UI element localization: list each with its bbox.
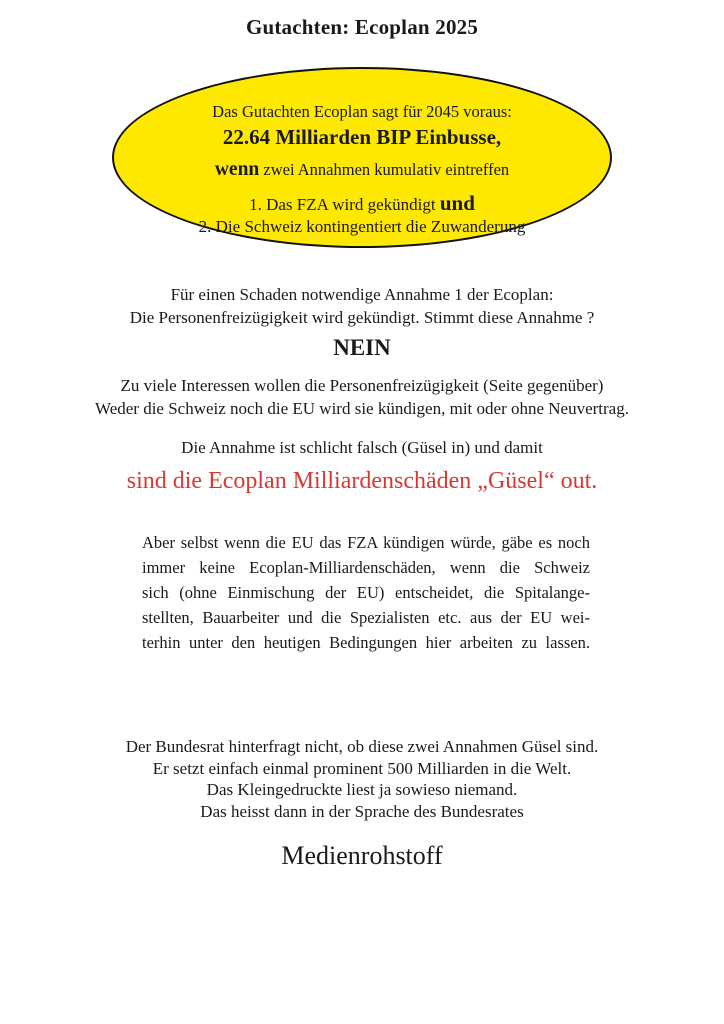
ellipse-headline: 22.64 Milliarden BIP Einbusse, (222, 125, 502, 149)
false-assumption-line: Die Annahme ist schlicht falsch (Güsel in) und damit (181, 438, 543, 457)
medienrohstoff-heading: Medienrohstoff (281, 841, 443, 870)
interests-line-2: Weder die Schweiz noch die EU wird sie kündigen, mit oder ohne Neuvertrag. (95, 399, 629, 418)
justified-line: sich (ohne Einmischung der EU) entscheidet, die Spitalange- (142, 583, 590, 602)
justified-line: Aber selbst wenn die EU das FZA kündigen würde, gäbe es noch (142, 533, 590, 552)
interests-line-1: Zu viele Interessen wollen die Personenfreizügigkeit (Seite gegenüber) (120, 376, 604, 395)
ellipse-intro: Das Gutachten Ecoplan sagt für 2045 voraus: (212, 102, 512, 121)
ellipse-item-1 (114, 191, 610, 216)
nein-heading: NEIN (333, 335, 391, 360)
ellipse-condition (114, 159, 610, 181)
justified-line: stellten, Bauarbeiter und die Spezialisten etc. aus der EU wei- (142, 608, 590, 627)
justified-line: immer keine Ecoplan-Milliardenschäden, wenn die Schweiz (142, 558, 590, 577)
ellipse-condition-rest: zwei Annahmen kumulativ eintreffen (259, 160, 510, 179)
interests-paragraph (0, 374, 724, 420)
bundesrat-line-3: Das Kleingedruckte liest ja sowieso niemand. (206, 780, 518, 799)
forecast-ellipse (112, 67, 612, 248)
red-conclusion-line: sind die Ecoplan Milliardenschäden „Güsel“ out. (126, 468, 598, 494)
page-title: Gutachten: Ecoplan 2025 (245, 15, 479, 39)
bundesrat-paragraph (0, 736, 724, 822)
ellipse-item-1-bold: und (439, 191, 475, 215)
ellipse-condition-bold: wenn (214, 159, 260, 180)
bundesrat-line-1: Der Bundesrat hinterfragt nicht, ob diese zwei Annahmen Güsel sind. (125, 737, 599, 756)
justified-paragraph (142, 530, 590, 655)
bundesrat-line-4: Das heisst dann in der Sprache des Bundesrates (200, 801, 524, 821)
assumption-line-1: Für einen Schaden notwendige Annahme 1 der Ecoplan: (170, 285, 554, 304)
justified-line: terhin unter den heutigen Bedingungen hier arbeiten zu lassen. (142, 633, 590, 652)
ellipse-item-2: 2. Die Schweiz kontingentiert die Zuwanderung (198, 217, 526, 236)
assumption-paragraph (0, 283, 724, 329)
ellipse-item-1-text: 1. Das FZA wird gekündigt (249, 195, 440, 214)
assumption-line-2: Die Personenfreizügigkeit wird gekündigt. Stimmt diese Annahme ? (129, 308, 595, 327)
bundesrat-line-2: Er setzt einfach einmal prominent 500 Milliarden in die Welt. (152, 758, 572, 778)
